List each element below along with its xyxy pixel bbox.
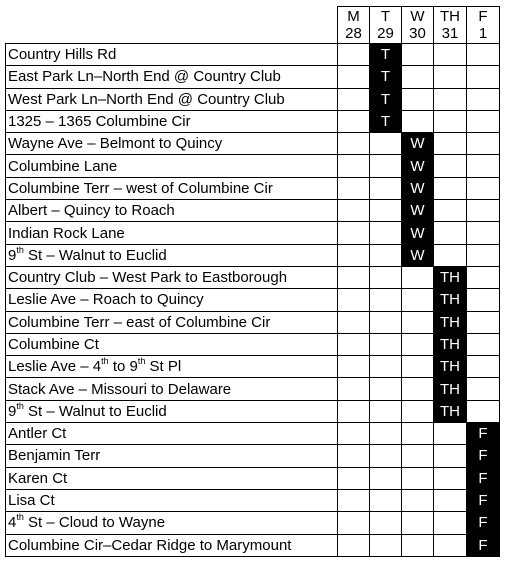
table-row	[6, 200, 500, 222]
street-name	[6, 200, 338, 222]
schedule-cell	[338, 467, 370, 489]
schedule-mark: W	[402, 177, 434, 199]
street-name	[6, 44, 338, 66]
schedule-cell	[338, 289, 370, 311]
street-name-text: St – Cloud to Wayne	[23, 514, 166, 532]
schedule-mark: T	[370, 66, 402, 88]
schedule-mark: TH	[434, 311, 467, 333]
schedule-cell	[402, 423, 434, 445]
schedule-cell	[370, 534, 402, 556]
schedule-cell	[338, 244, 370, 266]
table-row	[6, 222, 500, 244]
schedule-cell	[434, 66, 467, 88]
schedule-cell	[434, 222, 467, 244]
schedule-cell	[402, 44, 434, 66]
table-row	[6, 266, 500, 288]
schedule-cell	[370, 489, 402, 511]
table-row	[6, 333, 500, 355]
schedule-cell	[467, 88, 500, 110]
schedule-mark: W	[402, 200, 434, 222]
schedule-cell	[467, 266, 500, 288]
street-name-text: Indian Rock Lane	[8, 224, 125, 242]
table-row	[6, 512, 500, 534]
schedule-cell	[338, 378, 370, 400]
street-name	[6, 222, 338, 244]
schedule-cell	[402, 333, 434, 355]
schedule-mark: TH	[434, 289, 467, 311]
schedule-mark: TH	[434, 333, 467, 355]
street-name	[6, 289, 338, 311]
schedule-cell	[370, 356, 402, 378]
schedule-cell	[402, 534, 434, 556]
street-name-text: East Park Ln–North End @ Country Club	[8, 68, 281, 86]
ordinal-suffix: th	[16, 400, 24, 411]
street-name-text: 4	[8, 514, 17, 532]
schedule-cell	[467, 200, 500, 222]
day-header	[434, 7, 467, 44]
day-date: 1	[478, 25, 488, 42]
day-date: 30	[409, 25, 426, 42]
schedule-cell	[370, 512, 402, 534]
street-name	[6, 133, 338, 155]
street-name-text: Country Hills Rd	[8, 46, 117, 64]
street-name-text: 9	[8, 402, 17, 420]
schedule-cell	[338, 423, 370, 445]
street-name-text: Columbine Lane	[8, 157, 118, 175]
schedule-cell	[402, 289, 434, 311]
schedule-cell	[338, 512, 370, 534]
day-header	[467, 7, 500, 44]
street-name-text: St Pl	[145, 358, 182, 376]
street-name	[6, 489, 338, 511]
schedule-cell	[370, 445, 402, 467]
schedule-mark: W	[402, 155, 434, 177]
schedule-cell	[338, 356, 370, 378]
schedule-cell	[338, 266, 370, 288]
schedule-cell	[402, 400, 434, 422]
schedule-cell	[402, 445, 434, 467]
schedule-cell	[370, 400, 402, 422]
street-name	[6, 110, 338, 132]
street-name	[6, 423, 338, 445]
schedule-cell	[434, 445, 467, 467]
schedule-cell	[467, 289, 500, 311]
schedule-cell	[338, 333, 370, 355]
table-row	[6, 133, 500, 155]
schedule-cell	[467, 66, 500, 88]
day-date: 28	[345, 25, 362, 42]
schedule-cell	[467, 177, 500, 199]
schedule-cell	[434, 177, 467, 199]
schedule-cell	[338, 400, 370, 422]
street-name-text: St – Walnut to Euclid	[23, 246, 167, 264]
schedule-cell	[467, 400, 500, 422]
table-row	[6, 244, 500, 266]
street-name	[6, 266, 338, 288]
street-name-text: St – Walnut to Euclid	[23, 402, 167, 420]
street-name-text: West Park Ln–North End @ Country Club	[8, 90, 285, 108]
street-name-text: Karen Ct	[8, 469, 68, 487]
schedule-cell	[370, 289, 402, 311]
table-row	[6, 289, 500, 311]
schedule-cell	[402, 378, 434, 400]
schedule-cell	[370, 222, 402, 244]
schedule-cell	[434, 200, 467, 222]
schedule-cell	[434, 110, 467, 132]
ordinal-suffix: th	[101, 356, 109, 367]
schedule-cell	[338, 155, 370, 177]
schedule-cell	[338, 200, 370, 222]
street-name-text: Wayne Ave – Belmont to Quincy	[8, 135, 223, 153]
table-row	[6, 400, 500, 422]
table-row	[6, 445, 500, 467]
schedule-mark: F	[467, 445, 500, 467]
street-name-text: Antler Ct	[8, 425, 67, 443]
schedule-cell	[402, 356, 434, 378]
table-row	[6, 489, 500, 511]
table-row	[6, 356, 500, 378]
street-name	[6, 177, 338, 199]
schedule-cell	[338, 177, 370, 199]
schedule-cell	[370, 244, 402, 266]
schedule-body	[6, 44, 500, 557]
table-row	[6, 534, 500, 556]
schedule-cell	[338, 534, 370, 556]
day-label: TH	[440, 8, 460, 25]
schedule-cell	[434, 244, 467, 266]
schedule-mark: W	[402, 222, 434, 244]
schedule-mark: W	[402, 133, 434, 155]
schedule-mark: W	[402, 244, 434, 266]
schedule-cell	[402, 489, 434, 511]
day-date: 31	[441, 25, 459, 42]
schedule-cell	[338, 222, 370, 244]
schedule-cell	[467, 356, 500, 378]
schedule-mark: TH	[434, 266, 467, 288]
schedule-cell	[370, 467, 402, 489]
street-name-text: Country Club – West Park to Eastborough	[8, 269, 288, 287]
schedule-cell	[370, 155, 402, 177]
table-row	[6, 177, 500, 199]
street-name-text: 9	[8, 246, 17, 264]
day-label: M	[347, 8, 360, 25]
schedule-cell	[402, 66, 434, 88]
street-name-text: 1325 – 1365 Columbine Cir	[8, 113, 191, 131]
table-row	[6, 467, 500, 489]
schedule-cell	[467, 333, 500, 355]
schedule-cell	[467, 44, 500, 66]
street-name-text: Lisa Ct	[8, 492, 55, 510]
schedule-cell	[434, 467, 467, 489]
header-row	[6, 7, 500, 44]
day-label: T	[380, 8, 391, 25]
schedule-cell	[338, 110, 370, 132]
street-name-text: Stack Ave – Missouri to Delaware	[8, 380, 232, 398]
schedule-cell	[467, 222, 500, 244]
street-name-text: Columbine Cir–Cedar Ridge to Marymount	[8, 536, 292, 554]
table-row	[6, 423, 500, 445]
schedule-cell	[402, 311, 434, 333]
schedule-cell	[434, 489, 467, 511]
schedule-cell	[434, 44, 467, 66]
schedule-cell	[402, 512, 434, 534]
schedule-cell	[434, 423, 467, 445]
schedule-cell	[467, 133, 500, 155]
street-name	[6, 400, 338, 422]
header-corner	[6, 7, 338, 44]
schedule-cell	[338, 66, 370, 88]
schedule-cell	[434, 155, 467, 177]
street-name-text: Leslie Ave – Roach to Quincy	[8, 291, 204, 309]
street-schedule-table	[5, 6, 500, 557]
schedule-mark: TH	[434, 356, 467, 378]
table-row	[6, 378, 500, 400]
day-date: 29	[377, 25, 394, 42]
schedule-mark: F	[467, 423, 500, 445]
street-name-text: Columbine Terr – east of Columbine Cir	[8, 313, 271, 331]
schedule-cell	[338, 311, 370, 333]
schedule-cell	[370, 378, 402, 400]
table-row	[6, 110, 500, 132]
table-row	[6, 88, 500, 110]
street-name	[6, 88, 338, 110]
schedule-cell	[467, 311, 500, 333]
street-name	[6, 155, 338, 177]
schedule-cell	[467, 155, 500, 177]
schedule-mark: F	[467, 489, 500, 511]
schedule-cell	[402, 266, 434, 288]
street-name	[6, 356, 338, 378]
street-name	[6, 311, 338, 333]
schedule-mark: T	[370, 110, 402, 132]
day-label: W	[410, 8, 425, 25]
table-row	[6, 66, 500, 88]
schedule-cell	[338, 133, 370, 155]
street-name-text: Columbine Terr – west of Columbine Cir	[8, 179, 273, 197]
street-name-text: Columbine Ct	[8, 336, 99, 353]
street-name	[6, 378, 338, 400]
schedule-cell	[370, 266, 402, 288]
schedule-cell	[370, 333, 402, 355]
street-name	[6, 534, 338, 556]
schedule-cell	[338, 88, 370, 110]
schedule-cell	[434, 133, 467, 155]
schedule-mark: TH	[434, 378, 467, 400]
schedule-mark: F	[467, 534, 500, 556]
street-name-text: Leslie Ave – 4	[8, 358, 102, 376]
schedule-cell	[338, 445, 370, 467]
table-row	[6, 44, 500, 66]
ordinal-suffix: th	[16, 512, 24, 523]
street-name	[6, 467, 338, 489]
street-name	[6, 333, 338, 355]
ordinal-suffix: th	[137, 356, 146, 367]
schedule-mark: F	[467, 512, 500, 534]
schedule-mark: T	[370, 44, 402, 66]
schedule-cell	[434, 512, 467, 534]
table-row	[6, 311, 500, 333]
schedule-cell	[402, 88, 434, 110]
schedule-mark: T	[370, 88, 402, 110]
schedule-cell	[467, 110, 500, 132]
schedule-cell	[467, 244, 500, 266]
street-name-text: Benjamin Terr	[8, 447, 101, 465]
schedule-cell	[338, 44, 370, 66]
schedule-mark: TH	[434, 400, 467, 422]
schedule-cell	[370, 133, 402, 155]
day-label: F	[478, 8, 488, 25]
schedule-cell	[467, 378, 500, 400]
street-name	[6, 445, 338, 467]
day-header	[402, 7, 434, 44]
schedule-cell	[370, 200, 402, 222]
ordinal-suffix: th	[16, 244, 24, 255]
schedule-cell	[370, 311, 402, 333]
schedule-cell	[434, 534, 467, 556]
day-header	[338, 7, 370, 44]
schedule-cell	[434, 88, 467, 110]
schedule-cell	[370, 423, 402, 445]
street-name-text: to 9	[108, 358, 138, 376]
day-header	[370, 7, 402, 44]
table-row	[6, 155, 500, 177]
schedule-cell	[370, 177, 402, 199]
schedule-cell	[402, 467, 434, 489]
schedule-cell	[402, 110, 434, 132]
street-name	[6, 244, 338, 266]
street-name-text: Albert – Quincy to Roach	[8, 202, 175, 220]
street-name	[6, 66, 338, 88]
street-name	[6, 512, 338, 534]
schedule-mark: F	[467, 467, 500, 489]
schedule-cell	[338, 489, 370, 511]
